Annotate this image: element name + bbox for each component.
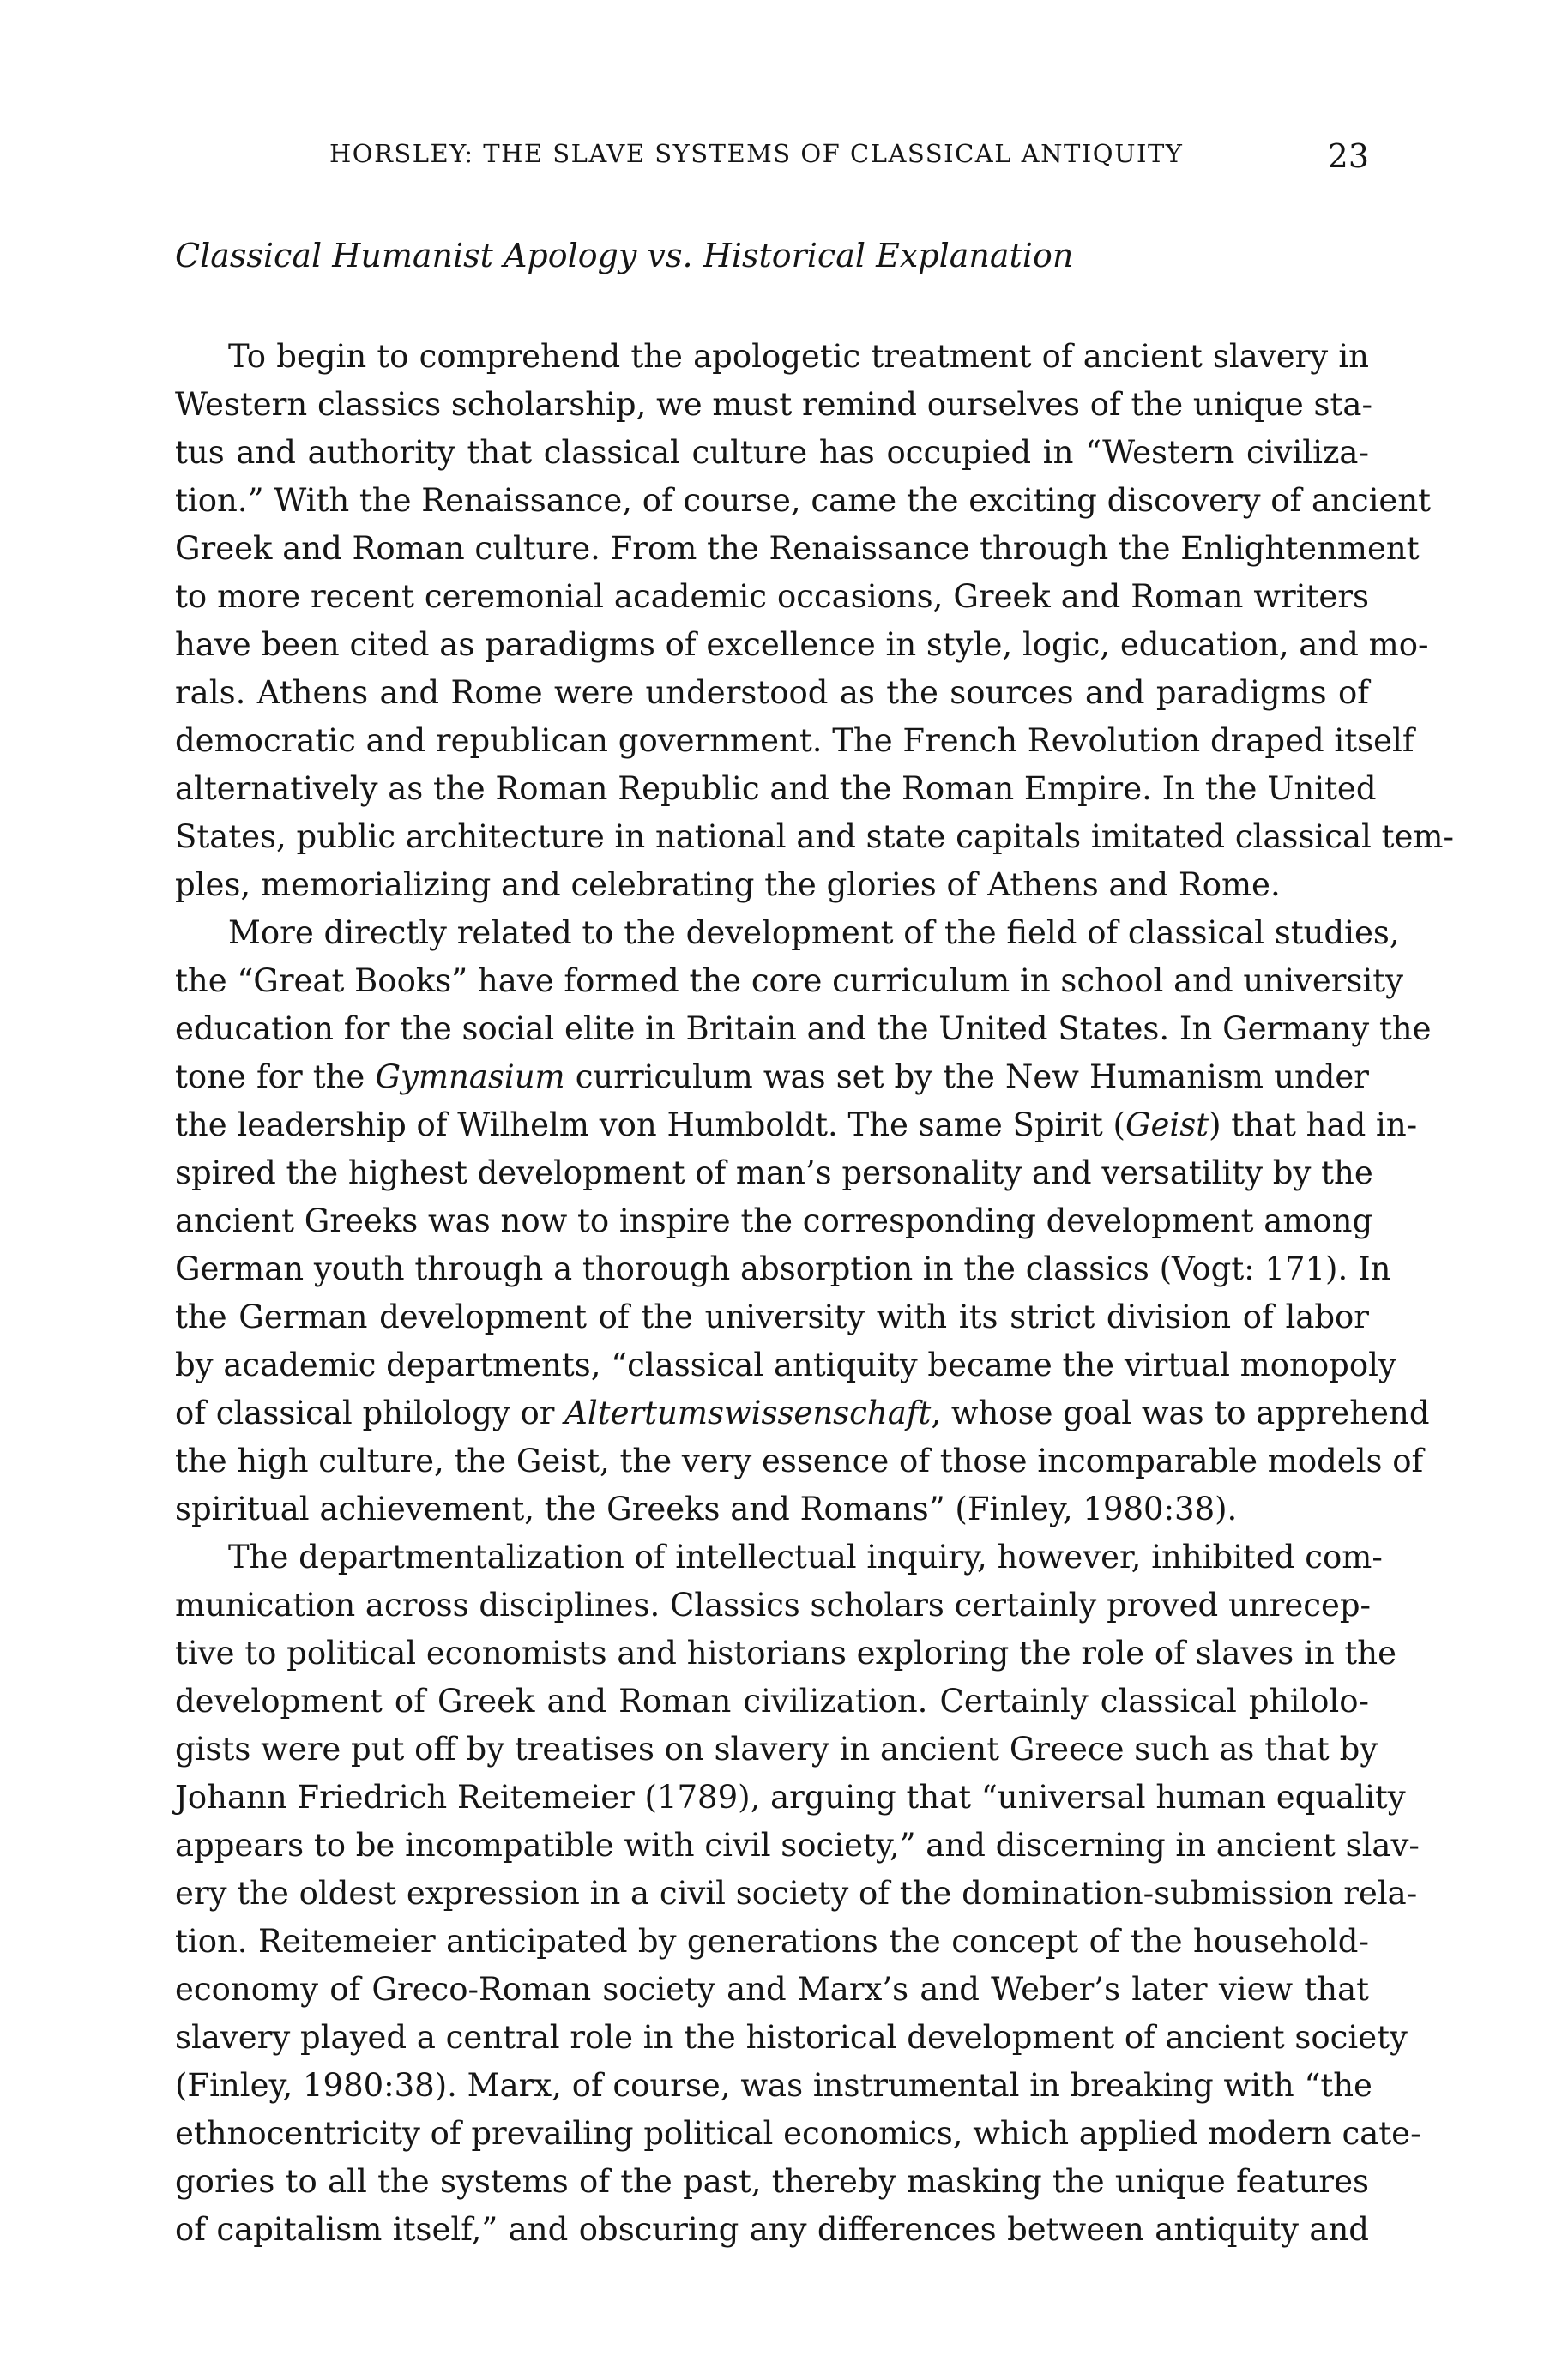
italic-term: Gymnasium xyxy=(375,1058,565,1095)
text-run: , whose goal was to apprehend xyxy=(931,1395,1430,1431)
text-line: development of Greek and Roman civilization. Certainly classical philolo- xyxy=(175,1683,1369,1720)
text-line: Western classics scholarship, we must remind ourselves of the unique sta- xyxy=(175,386,1372,423)
text-run: ) that had in- xyxy=(1209,1106,1418,1143)
text-line: ethnocentricity of prevailing political economics, which applied modern cate- xyxy=(175,2115,1421,2152)
text-line: appears to be incompatible with civil society,” and discerning in ancient slav- xyxy=(175,1827,1420,1864)
body-text xyxy=(175,333,1454,2254)
text-line: More directly related to the development of the field of classical studies, xyxy=(228,914,1400,951)
text-line: ples, memorializing and celebrating the glories of Athens and Rome. xyxy=(175,866,1281,903)
text-line: have been cited as paradigms of excellence in style, logic, education, and mo- xyxy=(175,626,1429,663)
text-line: To begin to comprehend the apologetic treatment of ancient slavery in xyxy=(228,338,1369,375)
text-line: tive to political economists and historians exploring the role of slaves in the xyxy=(175,1635,1397,1672)
text-line: (Finley, 1980:38). Marx, of course, was instrumental in breaking with “the xyxy=(175,2067,1372,2104)
text-line: Greek and Roman culture. From the Renaissance through the Enlightenment xyxy=(175,530,1420,567)
text-line: economy of Greco-Roman society and Marx’s and Weber’s later view that xyxy=(175,1971,1369,2008)
text-line: German youth through a thorough absorption in the classics (Vogt: 171). In xyxy=(175,1250,1391,1287)
text-run: of classical philology or xyxy=(175,1395,565,1431)
text-run: the leadership of Wilhelm von Humboldt. The same Spirit ( xyxy=(175,1106,1125,1143)
text-run: curriculum was set by the New Humanism under xyxy=(564,1058,1369,1095)
running-head-title: HORSLEY: THE SLAVE SYSTEMS OF CLASSICAL ANTIQUITY xyxy=(329,139,1184,168)
running-head xyxy=(175,139,1369,177)
text-line: rals. Athens and Rome were understood as the sources and paradigms of xyxy=(175,674,1369,711)
text-line: tion. Reitemeier anticipated by generations the concept of the household- xyxy=(175,1923,1369,1960)
text-line: the “Great Books” have formed the core curriculum in school and university xyxy=(175,962,1403,999)
text-line: gists were put off by treatises on slavery in ancient Greece such as that by xyxy=(175,1731,1378,1768)
italic-term: Altertumswissenschaft xyxy=(564,1395,932,1431)
text-line: tion.” With the Renaissance, of course, came the exciting discovery of ancient xyxy=(175,482,1432,519)
text-line: gories to all the systems of the past, thereby masking the unique features xyxy=(175,2163,1369,2200)
text-line: the high culture, the Geist, the very essence of those incomparable models of xyxy=(175,1443,1424,1479)
text-line: ery the oldest expression in a civil society of the domination-submission rela- xyxy=(175,1875,1418,1912)
section-heading: Classical Humanist Apology vs. Historical Explanation xyxy=(175,237,1074,274)
text-line: slavery played a central role in the historical development of ancient society xyxy=(175,2019,1408,2056)
text-line: spired the highest development of man’s personality and versatility by the xyxy=(175,1154,1373,1191)
text-line xyxy=(175,1053,1369,1101)
text-line xyxy=(175,1389,1430,1437)
text-line: to more recent ceremonial academic occasions, Greek and Roman writers xyxy=(175,578,1369,615)
text-line: munication across disciplines. Classics scholars certainly proved unrecep- xyxy=(175,1587,1372,1624)
text-line: States, public architecture in national and state capitals imitated classical tem- xyxy=(175,818,1454,855)
text-line: education for the social elite in Britain and the United States. In Germany the xyxy=(175,1010,1432,1047)
text-line: spiritual achievement, the Greeks and Romans” (Finley, 1980:38). xyxy=(175,1491,1238,1527)
text-line: The departmentalization of intellectual inquiry, however, inhibited com- xyxy=(228,1539,1383,1576)
text-line: of capitalism itself,” and obscuring any differences between antiquity and xyxy=(175,2211,1369,2248)
text-line xyxy=(175,1101,1418,1149)
italic-term: Geist xyxy=(1125,1106,1209,1143)
book-page xyxy=(175,0,1454,2380)
text-run: tone for the xyxy=(175,1058,376,1095)
text-line: alternatively as the Roman Republic and the Roman Empire. In the United xyxy=(175,770,1377,807)
text-line: tus and authority that classical culture has occupied in “Western civiliza- xyxy=(175,434,1369,471)
text-line: ancient Greeks was now to inspire the corresponding development among xyxy=(175,1202,1373,1239)
text-line: the German development of the university with its strict division of labor xyxy=(175,1298,1369,1335)
page-number: 23 xyxy=(1327,137,1369,175)
text-line: by academic departments, “classical antiquity became the virtual monopoly xyxy=(175,1347,1396,1383)
text-line: Johann Friedrich Reitemeier (1789), arguing that “universal human equality xyxy=(175,1779,1406,1816)
text-line: democratic and republican government. The French Revolution draped itself xyxy=(175,722,1414,759)
